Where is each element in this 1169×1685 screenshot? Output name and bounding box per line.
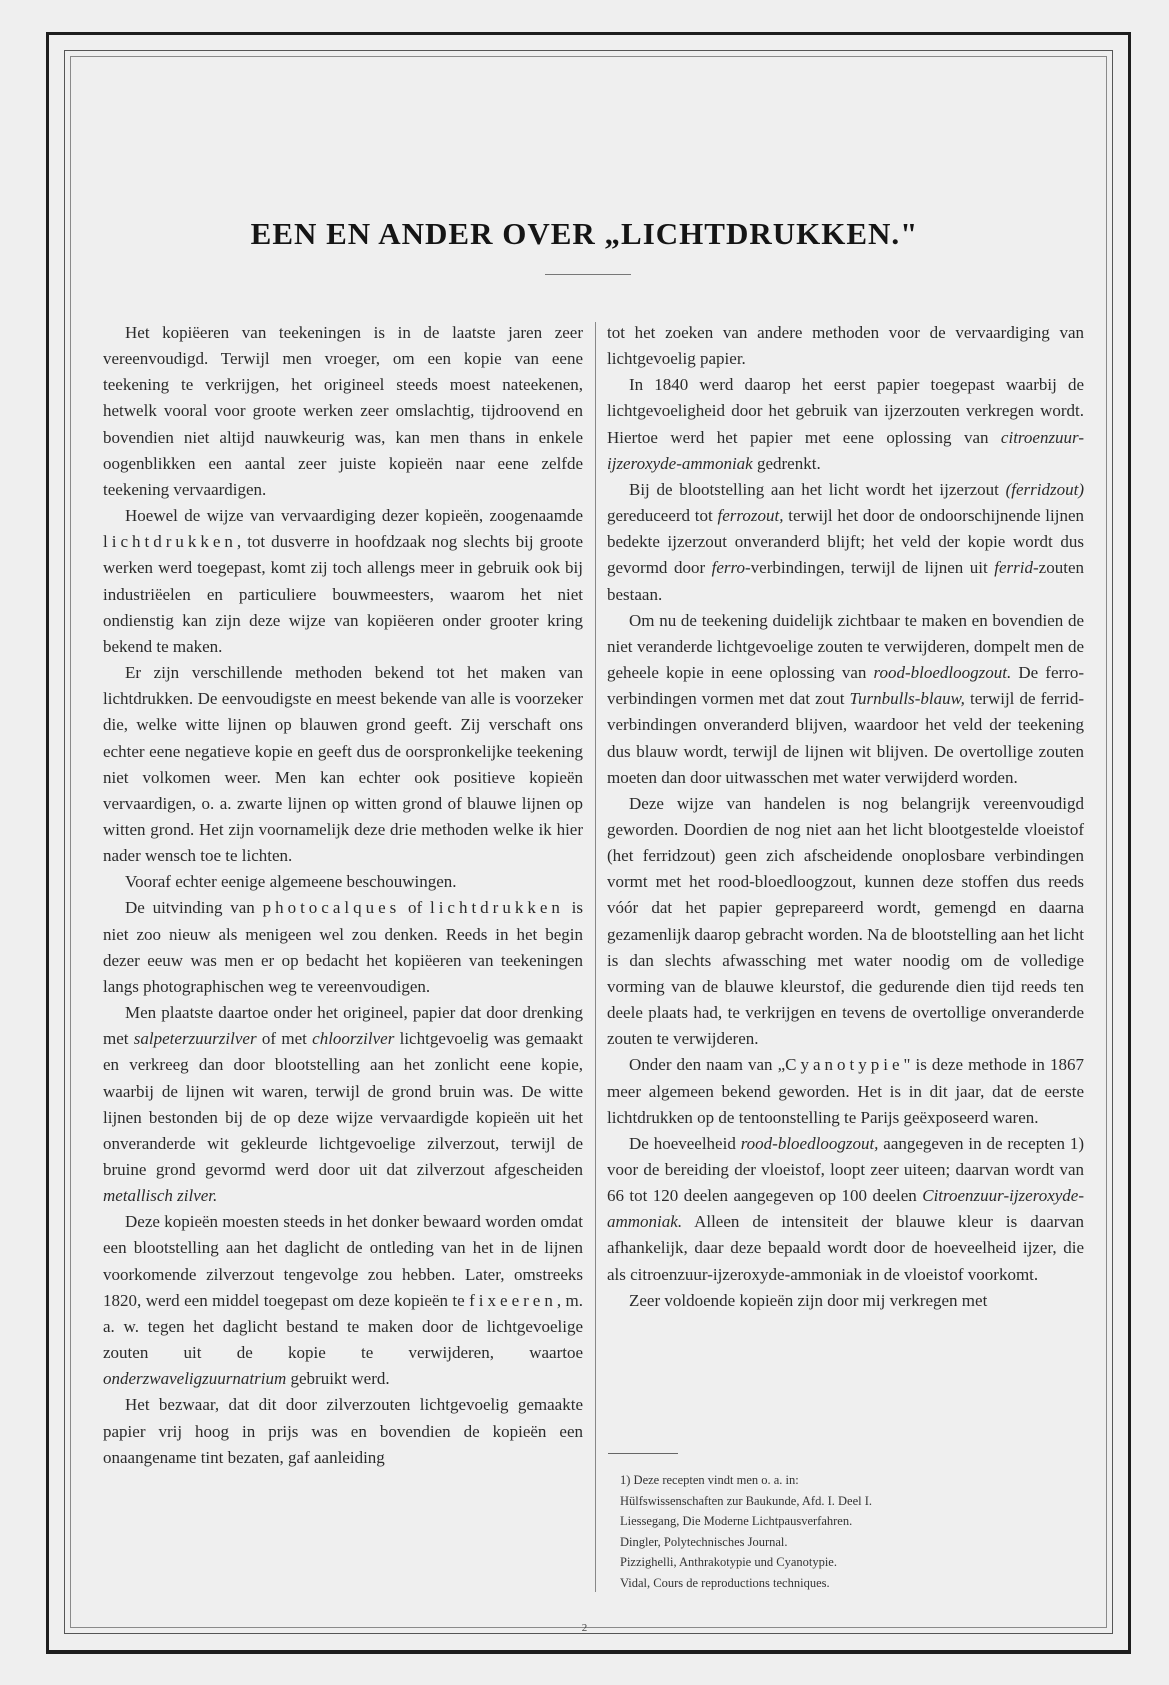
paragraph: Vooraf echter eenige algemeene beschouwingen. bbox=[125, 872, 457, 892]
title-rule bbox=[545, 274, 631, 275]
paragraph: Het bezwaar, dat dit door zilverzouten lichtgevoelig gemaakte papier vrij hoog in prijs was en bovendien de kopieën een onaangename tint bezaten, gaf aanleiding bbox=[103, 1395, 583, 1467]
paragraph: Men plaatste daartoe onder het origineel, papier dat door drenking met salpeterzuurzilver of met chloorzilver lichtgevoelig was gemaakt en verkreeg dan door blootstelling aan het zonlicht eene kopie, waarbij de lijnen wit waren, terwijl de grond bruin was. De witte lijnen bestonden bij de op deze wijze vervaardigde kopieën uit het onveranderde wit gekleurde lichtgevoelige zilverzout, terwijl de bruine grond gevormd werd door uit dat zilverzout afgescheiden metallisch zilver. bbox=[103, 1003, 583, 1206]
paragraph: Om nu de teekening duidelijk zichtbaar te maken en bovendien de niet veranderde lichtgevoelige zouten te verwijderen, dompelt men de geheele kopie in eene oplossing van rood-bloedloogzout. De ferro-verbindingen vormen met dat zout Turnbulls-blauw, terwijl de ferrid-verbindingen onveranderd blijven, waardoor het veld der teekening dus blauw wordt, terwijl de lijnen wit blijven. De overtollige zouten moeten dan door uitwasschen met water verwijderd worden. bbox=[607, 610, 1084, 787]
footnote-line: Vidal, Cours de reproductions techniques. bbox=[620, 1575, 830, 1590]
paragraph: Hoewel de wijze van vervaardiging dezer kopieën, zoogenaamde lichtdrukken, tot dusverre in hoofdzaak nog slechts bij groote werken werd toegepast, komt zij toch allengs meer in gebruik ook bij industriëelen en particuliere bouwmeesters, waarom het niet ondienstig kan zijn deze wijze van kopiëeren onder grooter kring bekend te maken. bbox=[103, 506, 583, 656]
page-number: 2 bbox=[581, 1622, 588, 1634]
right-column bbox=[607, 320, 1084, 1314]
paragraph: Deze kopieën moesten steeds in het donker bewaard worden omdat een blootstelling aan het daglicht de ontleding van het in de lijnen voorkomende zilverzout tengevolge zou hebben. Later, omstreeks 1820, werd een middel toegepast om deze kopieën te fixeeren, m. a. w. tegen het daglicht bestand te maken door de lichtgevoelige zouten uit de kopie te verwijderen, waartoe onderzwaveligzuurnatrium gebruikt werd. bbox=[103, 1212, 583, 1389]
left-column bbox=[103, 320, 583, 1471]
footnote-line: Hülfswissenschaften zur Baukunde, Afd. I. Deel I. bbox=[620, 1493, 873, 1508]
article-title: EEN EN ANDER OVER „LICHTDRUKKEN." bbox=[250, 216, 919, 251]
footnote-rule bbox=[608, 1453, 678, 1454]
paragraph: Bij de blootstelling aan het licht wordt het ijzerzout (ferridzout) gereduceerd tot ferrozout, terwijl het door de ondoorschijnende lijnen bedekte ijzerzout onveranderd blijft; het veld der kopie wordt dus gevormd door ferro-verbindingen, terwijl de lijnen uit ferrid-zouten bestaan. bbox=[607, 479, 1084, 604]
paragraph: Deze wijze van handelen is nog belangrijk vereenvoudigd geworden. Doordien de nog niet aan het licht blootgestelde vloeistof (het ferridzout) geen zich afscheidende onoplosbare verbindingen vormt met het rood-bloedloogzout, kunnen deze stoffen dus reeds vóór dat het papier geprepareerd wordt, gemengd en daarna gezamenlijk daarop gebracht worden. Na de blootstelling aan het licht is dan slechts afwassching met water noodig om de volledige vorming van de blauwe kleurstof, die gedurende dien tijd reeds ten deele plaats had, te verkrijgen en tevens de overtollige onveranderde zouten te verwijderen. bbox=[607, 793, 1084, 1049]
paragraph: Het kopiëeren van teekeningen is in de laatste jaren zeer vereenvoudigd. Terwijl men vroeger, om een kopie van eene teekening te verkrijgen, het origineel steeds moest nateekenen, hetwelk vooral voor groote werken zeer omslachtig, tijdroovend en bovendien niet altijd nauwkeurig was, kan men thans in enkele oogenblikken een aantal zeer juiste kopieën naar eene zelfde teekening vervaardigen. bbox=[103, 323, 583, 499]
footnotes bbox=[620, 1470, 1080, 1593]
paragraph: In 1840 werd daarop het eerst papier toegepast waarbij de lichtgevoeligheid door het gebruik van ijzerzouten verkregen wordt. Hiertoe werd het papier met eene oplossing van citroenzuur-ijzeroxyde-ammoniak gedrenkt. bbox=[607, 375, 1084, 473]
footnote-line: Liessegang, Die Moderne Lichtpausverfahren. bbox=[620, 1514, 853, 1528]
footnote-line: 1) Deze recepten vindt men o. a. in: bbox=[620, 1473, 799, 1487]
paragraph: Zeer voldoende kopieën zijn door mij verkregen met bbox=[629, 1290, 988, 1310]
paragraph: tot het zoeken van andere methoden voor de vervaardiging van lichtgevoelig papier. bbox=[607, 323, 1084, 369]
paragraph: Onder den naam van „Cyanotypie" is deze methode in 1867 meer algemeen bekend geworden. Het is in dit jaar, dat de eerste lichtdrukken op de tentoonstelling te Parijs geëxposeerd waren. bbox=[607, 1055, 1084, 1127]
paragraph: Er zijn verschillende methoden bekend tot het maken van lichtdrukken. De eenvoudigste en meest bekende van alle is voorzeker die, welke witte lijnen op blauwen grond geeft. Zij verschaft ons echter eene negatieve kopie en geeft dus de oorspronkelijke teekening niet volkomen weer. Men kan echter ook positieve kopieën vervaardigen, o. a. zwarte lijnen op witten grond of blauwe lijnen op witten grond. Het zijn voornamelijk deze drie methoden welke ik hier nader wensch toe te lichten. bbox=[103, 663, 583, 866]
footnote-line: Pizzighelli, Anthrakotypie und Cyanotypie. bbox=[620, 1555, 837, 1569]
column-divider bbox=[595, 322, 596, 1592]
paragraph: De hoeveelheid rood-bloedloogzout, aangegeven in de recepten 1) voor de bereiding der vloeistof, loopt zeer uiteen; daarvan wordt van 66 tot 120 deelen aangegeven op 100 deelen Citroenzuur-ijzeroxyde-ammoniak. Alleen de intensiteit der blauwe kleur is daarvan afhankelijk, daar deze bepaald wordt door de hoeveelheid ijzer, die als citroenzuur-ijzeroxyde-ammoniak in de vloeistof voorkomt. bbox=[607, 1133, 1084, 1284]
footnote-line: Dingler, Polytechnisches Journal. bbox=[620, 1534, 788, 1549]
paragraph: De uitvinding van photocalques of lichtdrukken is niet zoo nieuw als menigeen wel zou denken. Reeds in het begin dezer eeuw was men er op bedacht het kopiëeren van teekeningen langs photographischen weg te vereenvoudigen. bbox=[103, 898, 583, 996]
